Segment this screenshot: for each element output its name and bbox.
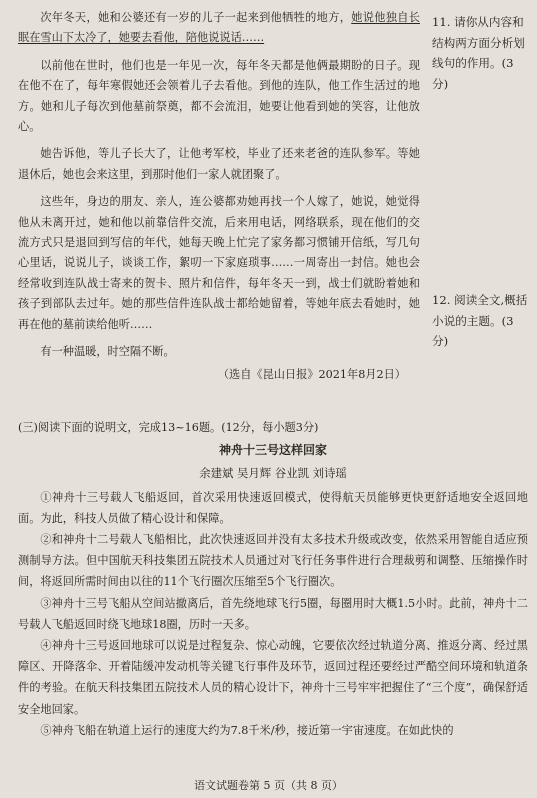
section-heading: (三)阅读下面的说明文，完成13~16题。(12分，每小题3分) xyxy=(18,421,319,434)
article-paragraph-2: ②和神舟十二号载人飞船相比，此次快速返回并没有太多技术升级或改变，依然采用智能自适应预测制导方法。但中国航天科技集团五院技术人员通过对飞行任务事件进行合理裁剪和调整、压缩操作时间，将返回所需时间由以往的11个飞行圈次压缩至5个飞行圈次。 xyxy=(18,533,528,589)
underlined-sentence: 她说他独自长眠在雪山下太冷了，她要去看他，陪他说说话…… xyxy=(18,11,420,45)
story-source: （选自《昆山日报》2021年8月2日） xyxy=(217,367,406,381)
article-paragraph-5: ⑤神舟飞船在轨道上运行的速度大约为7.8千米/秒，接近第一宇宙速度。在如此快的 xyxy=(40,723,454,737)
article-paragraph-3: ③神舟十三号飞船从空间站撤离后，首先绕地球飞行5圈，每圈用时大概1.5小时。此前，神舟十二号载人飞船返回时绕飞地球18圈，历时一天多。 xyxy=(18,596,528,631)
story-lead-text: 次年冬天，她和公婆还有一岁的儿子一起来到他牺牲的地方， xyxy=(40,11,352,24)
page-footer: 语文试题卷第 5 页（共 8 页） xyxy=(194,779,343,792)
article-authors: 余建斌 吴月辉 谷业凯 刘诗瑶 xyxy=(199,466,347,481)
story-paragraph-4: 这些年，身边的朋友、亲人，连公婆都劝她再找一个人嫁了，她说，她觉得他从未离开过，她和他以前靠信件交流，后来用电话，网络联系，现在他们的交流方式只是退回到写信的年代，她每天晚上忙完了家务都习惯铺开信纸，写几句心里话，说说儿子，谈谈工作，絮叨一下家庭琐事……一周寄出一封信。她也会经常收到连队战士寄来的贺卡、照片和信件，每年冬天一到，战士们就盼着她和孩子到部队去过年。她的那些信件连队战士都给她留着，等她年底去看她时，她再在他的墓前读给他听…… xyxy=(18,195,420,331)
story-paragraph-1 xyxy=(18,8,420,49)
story-paragraph-5: 有一种温暖，时空隔不断。 xyxy=(40,345,175,359)
article-paragraph-4: ④神舟十三号返回地球可以说是过程复杂、惊心动魄，它要依次经过轨道分离、推返分离、经过黑障区、开降落伞、开着陆缓冲发动机等关键飞行事件及环节，返回过程还要经过严酷空间环境和轨道条件的考验。在航天科技集团五院技术人员的精心设计下，神舟十三号牢牢把握住了“三个度”，确保舒适安全地回家。 xyxy=(18,639,528,716)
story-column xyxy=(18,8,420,385)
story-paragraph-3: 她告诉他，等儿子长大了，让他考军校，毕业了还来老爸的连队参军。等她退休后，她也会来这里，到那时他们一家人就团聚了。 xyxy=(18,147,420,181)
article-paragraph-1: ①神舟十三号载人飞船返回，首次采用快速返回模式，使得航天员能够更快更舒适地安全返回地面。为此，科技人员做了精心设计和保障。 xyxy=(18,490,528,525)
article-section xyxy=(18,417,528,741)
article-title: 神舟十三号这样回家 xyxy=(218,443,327,458)
question-11: 11. 请你从内容和结构两方面分析划线句的作用。(3分) xyxy=(432,15,525,91)
question-12: 12. 阅读全文,概括小说的主题。(3分) xyxy=(432,293,528,348)
story-paragraph-2: 以前他在世时，他们也是一年见一次，每年冬天都是他俩最期盼的日子。现在他不在了，每年寒假她还会领着儿子去看他。到他的连队，他工作生活过的地方。她和儿子每次到他墓前祭奠，都不会流泪，她要让他看到她的笑容，让他放心。 xyxy=(18,58,420,134)
